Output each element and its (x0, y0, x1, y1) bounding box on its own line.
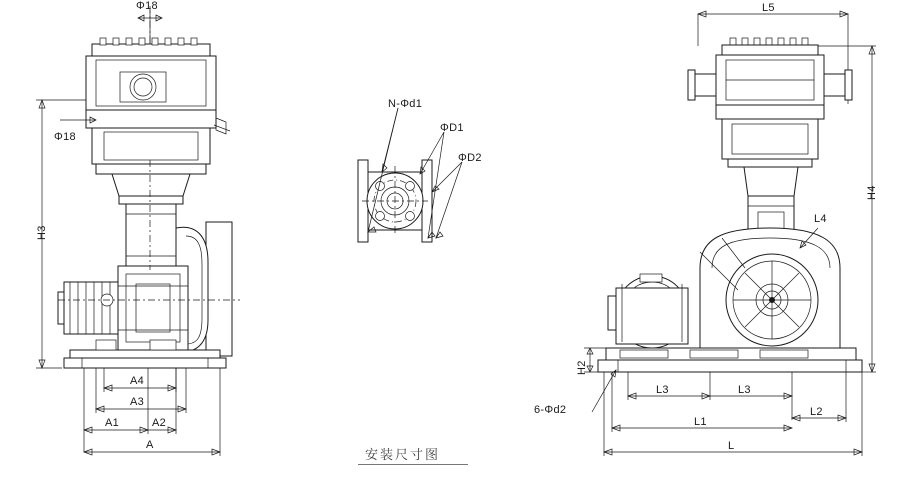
label-a4: A4 (130, 375, 145, 387)
right-elevation-view (584, 11, 876, 456)
label-l: L (728, 440, 735, 452)
label-l2: L2 (810, 406, 823, 418)
left-elevation-view (36, 6, 240, 456)
label-a: A (146, 439, 154, 451)
label-a1: A1 (105, 417, 120, 429)
label-h3: H3 (36, 225, 48, 240)
label-a3: A3 (130, 396, 145, 408)
label-n-phi-d1: N-Φd1 (388, 98, 423, 110)
label-h4: H4 (866, 185, 878, 200)
label-l1: L1 (694, 416, 707, 428)
diagram-caption: 安装尺寸图 (365, 447, 441, 462)
label-l3-left: L3 (656, 384, 669, 396)
label-phi-d2: ΦD2 (458, 152, 482, 164)
label-l3-right: L3 (738, 384, 751, 396)
caption-underline (358, 464, 468, 465)
label-l5: L5 (762, 2, 775, 14)
label-6-phi-d2: 6-Φd2 (534, 404, 567, 416)
label-h2: H2 (576, 360, 588, 375)
label-a2: A2 (152, 417, 167, 429)
label-side-bolt-dia: Φ18 (54, 131, 76, 143)
label-l4: L4 (814, 213, 827, 225)
label-phi-d1: ΦD1 (440, 122, 464, 134)
label-top-bolt-dia: Φ18 (136, 0, 158, 12)
